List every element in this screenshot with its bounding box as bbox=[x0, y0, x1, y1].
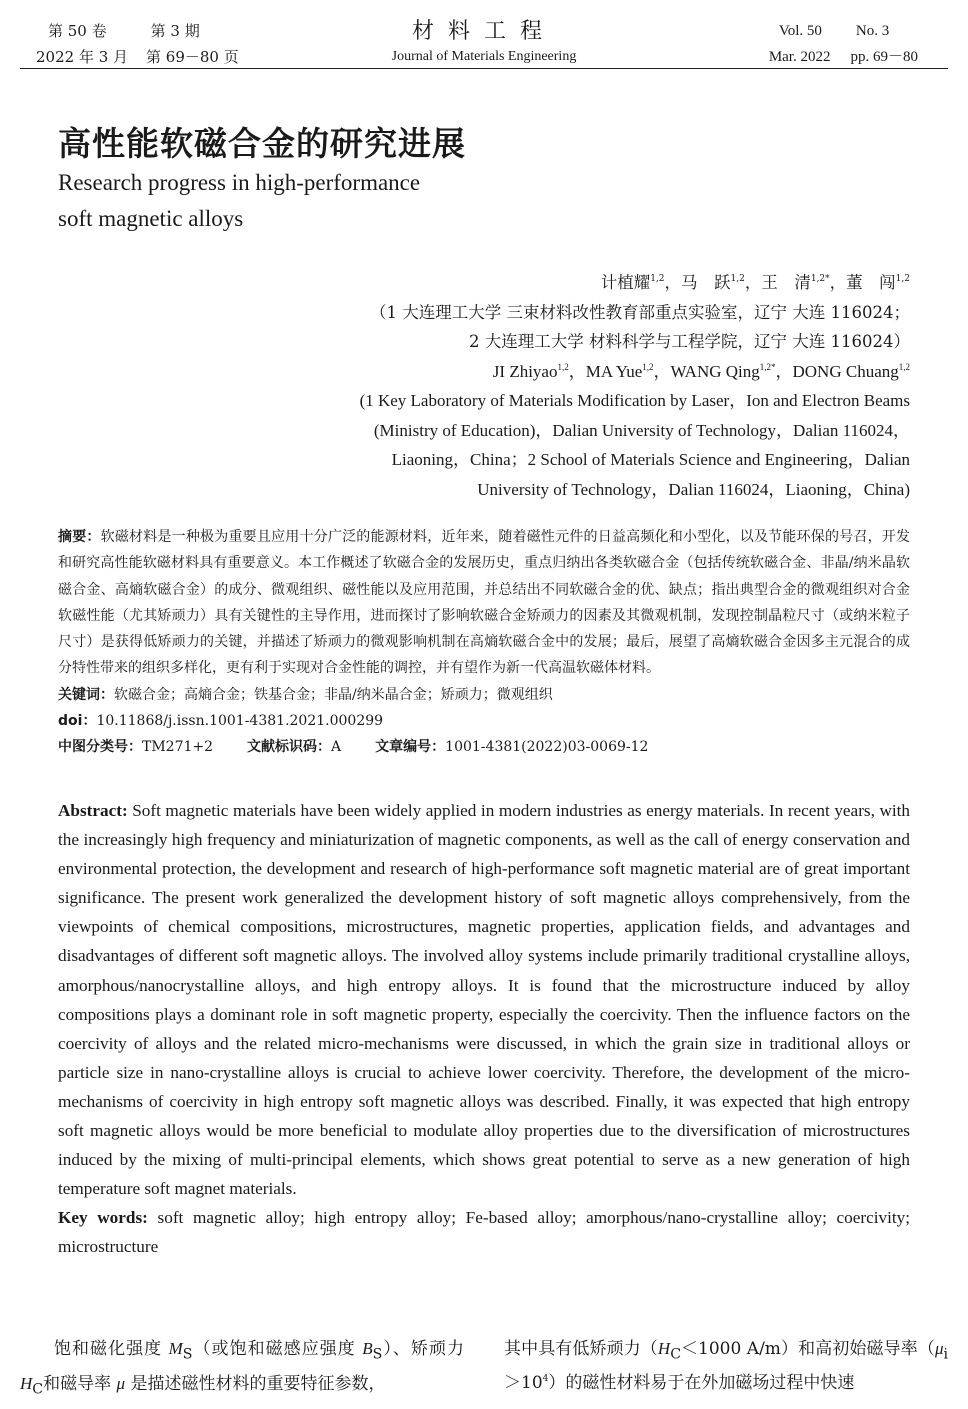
body-text: 和磁导率 bbox=[43, 1374, 117, 1395]
symbol-subscript: C bbox=[32, 1381, 44, 1398]
author-list-cn: 计植耀$^{1,2}$，马 跃$^{1,2}$，王 清$^{1,2*}$，董 闯$^{1,2}$ bbox=[600, 273, 910, 292]
author-block bbox=[190, 268, 910, 504]
symbol-hc: H bbox=[20, 1374, 33, 1394]
doi-label: doi： bbox=[58, 713, 97, 730]
author-name: 马 跃 bbox=[681, 273, 731, 292]
affiliation-cn-1: （1 大连理工大学 三束材料改性教育部重点实验室，辽宁 大连 116024； bbox=[370, 302, 910, 322]
author-name: 计植耀 bbox=[600, 273, 651, 292]
symbol-bs: B bbox=[362, 1339, 373, 1358]
symbol-subscript: i bbox=[943, 1346, 949, 1363]
author-name: 王 清 bbox=[761, 273, 811, 292]
abstract-en-text: Soft magnetic materials have been widely applied in modern industries as energy materials. In recent years, with the increasingly high frequency and miniaturization of magnetic components, as well as the call of energy conservation and environmental protection, the development and research of high-performance soft magnetic material are of great important significance. The present work generalized the development history of soft magnetic alloys comprehensively, from the viewpoints of chemical compositions, microstructures, magnetic properties, application fields, and advantages and disadvantages of different soft magnetic alloys. The involved alloy systems include primarily traditional crystalline alloys, amorphous/nanocrystalline alloys, and high entropy alloys. It is found that the microstructure induced by alloy compositions plays a dominant role in soft magnetic property, especially the coercivity. Then the influence factors on the coercivity of alloys and the related micro-mechanisms were discussed, in which the grain size in traditional alloys or particle size in nano-crystalline alloys is crucial to achieve lower coercivity. Therefore, the development of the micro-mechanisms of coercivity in high entropy soft magnetic alloys was described. Finally, it was expected that high entropy soft magnetic alloys would be more beneficial to modulate alloy properties due to the diversification of microstructures induced by the mixing of multi-principal elements, which shows great potential to serve as a new generation of high temperature soft magnet materials. bbox=[58, 801, 910, 1199]
body-text: ）、矫顽力 bbox=[382, 1339, 464, 1359]
affiliation-en-1: (1 Key Laboratory of Materials Modification by Laser，Ion and Electron Beams bbox=[359, 391, 910, 410]
header-date-en: Mar. 2022 bbox=[768, 49, 831, 65]
journal-name-cn: 材料工程 bbox=[411, 19, 556, 44]
header-volume-en: Vol. 50 bbox=[778, 23, 822, 39]
clc-value: TM271+2 bbox=[142, 739, 214, 756]
author-name-en: JI Zhiyao bbox=[492, 361, 558, 381]
symbol-subscript: C bbox=[670, 1346, 682, 1363]
keywords-cn-label: 关键词： bbox=[58, 686, 114, 703]
symbol-mu: μ bbox=[116, 1374, 126, 1394]
symbol-ms: M bbox=[168, 1339, 183, 1358]
keywords-en-text: soft magnetic alloy; high entropy alloy; Fe-based alloy; amorphous/nano-crystalline alloy; coercivity; microstructure bbox=[58, 1208, 911, 1257]
affiliation-en-3: Liaoning，China；2 School of Materials Science and Engineering，Dalian bbox=[391, 450, 910, 469]
body-text: ＜1000 A/m）和高初始磁导率（ bbox=[681, 1339, 935, 1359]
body-column-left bbox=[20, 1334, 464, 1405]
body-column-right bbox=[504, 1334, 948, 1398]
body-text: ＞10 bbox=[504, 1373, 543, 1394]
abstract-cn-block bbox=[58, 524, 910, 761]
body-text: 其中具有低矫顽力（ bbox=[504, 1339, 658, 1359]
abstract-en bbox=[58, 796, 910, 1203]
body-text: 饱和磁化强度 bbox=[54, 1339, 169, 1359]
symbol-subscript: S bbox=[182, 1346, 193, 1363]
body-text: ）的磁性材料易于在外加磁场过程中快速 bbox=[548, 1373, 855, 1394]
classification-line bbox=[58, 734, 910, 760]
symbol-mu: μ bbox=[934, 1339, 944, 1358]
header-date-cn: 2022 年 3 月 bbox=[36, 48, 129, 66]
keywords-cn-text: 软磁合金；高熵合金；铁基合金；非晶/纳米晶合金；矫顽力；微观组织 bbox=[114, 686, 553, 703]
author-affil-mark: 1,2 bbox=[650, 274, 665, 284]
affiliation-en-2: (Ministry of Education)，Dalian University of Technology，Dalian 116024， bbox=[373, 420, 910, 440]
doc-code-label: 文献标识码： bbox=[247, 739, 332, 756]
journal-header bbox=[20, 14, 948, 69]
author-name-en: WANG Qing bbox=[670, 361, 760, 381]
header-pages-cn: 第 69－80 页 bbox=[146, 48, 239, 66]
author-list-en: JI Zhiyao$^{1,2}$，MA Yue$^{1,2}$，WANG Qing$^{1,2*}$，DONG Chuang$^{1,2}$ bbox=[492, 361, 910, 381]
header-right bbox=[768, 18, 918, 70]
header-volume-cn: 第 50 卷 bbox=[48, 22, 107, 40]
author-affil-mark: 1,2* bbox=[759, 361, 776, 372]
abstract-cn bbox=[58, 524, 910, 682]
keywords-en bbox=[58, 1203, 910, 1261]
author-affil-mark: 1,2* bbox=[810, 274, 830, 284]
article-title-en-line2: soft magnetic alloys bbox=[58, 206, 244, 231]
article-title-en-line1: Research progress in high-performance bbox=[58, 170, 421, 195]
clc-label: 中图分类号： bbox=[58, 739, 142, 756]
author-name-en: DONG Chuang bbox=[792, 361, 899, 381]
header-pages-en: pp. 69－80 bbox=[850, 49, 918, 65]
body-text: （或饱和磁感应强度 bbox=[192, 1339, 363, 1359]
header-issue-cn: 第 3 期 bbox=[150, 22, 200, 40]
article-title-en bbox=[58, 165, 578, 237]
author-name-en: MA Yue bbox=[585, 361, 643, 381]
abstract-cn-text: 软磁材料是一种极为重要且应用十分广泛的能源材料，近年来，随着磁性元件的日益高频化和小型化，以及节能环保的号召，开发和研究高性能软磁材料具有重要意义。本工作概述了软磁合金的发展历史，重点归纳出各类软磁合金（包括传统软磁合金、非晶/纳米晶软磁合金、高熵软磁合金）的成分、微观组织、磁性能以及应用范围，并总结出不同软磁合金的优、缺点；指出典型合金的微观组织对合金软磁性能（尤其矫顽力）具有关键性的主导作用，进而探讨了影响软磁合金矫顽力的因素及其微观机制，发现控制晶粒尺寸（或纳米粒子尺寸）是获得低矫顽力的关键，并描述了矫顽力的微观影响机制在高熵软磁合金中的发展；最后，展望了高熵软磁合金因多主元混合的成分特性带来的组织多样化，更有利于实现对合金性能的调控，并有望作为新一代高温软磁体材料。 bbox=[58, 529, 911, 677]
affiliation-en-4: University of Technology，Dalian 116024，Liaoning，China) bbox=[477, 479, 910, 499]
article-number-label: 文章编号： bbox=[375, 739, 446, 756]
doi-line bbox=[58, 708, 910, 734]
keywords-cn bbox=[58, 682, 910, 708]
symbol-exponent: 4 bbox=[542, 1374, 549, 1385]
symbol-subscript: S bbox=[372, 1346, 383, 1363]
author-affil-mark: 1,2 bbox=[730, 274, 745, 284]
abstract-en-block bbox=[58, 796, 910, 1262]
body-text: 是描述磁性材料的重要特征参数， bbox=[125, 1374, 386, 1395]
keywords-en-label: Key words: bbox=[58, 1208, 148, 1228]
article-number-value: 1001-4381(2022)03-0069-12 bbox=[445, 739, 649, 756]
header-issue-en: No. 3 bbox=[855, 23, 890, 39]
doi-value: 10.11868/j.issn.1001-4381.2021.000299 bbox=[96, 713, 384, 730]
author-affil-mark: 1,2 bbox=[895, 274, 910, 284]
author-affil-mark: 1,2 bbox=[642, 361, 654, 372]
article-title-cn: 高性能软磁合金的研究进展 bbox=[58, 124, 466, 163]
abstract-cn-label: 摘要： bbox=[58, 529, 101, 545]
author-name: 董 闯 bbox=[846, 273, 896, 292]
abstract-en-label: Abstract: bbox=[58, 801, 128, 820]
author-affil-mark: 1,2 bbox=[898, 361, 910, 372]
author-affil-mark: 1,2 bbox=[557, 361, 569, 372]
journal-name-en: Journal of Materials Engineering bbox=[391, 49, 577, 64]
symbol-hc: H bbox=[657, 1339, 671, 1358]
affiliation-cn-2: 2 大连理工大学 材料科学与工程学院，辽宁 大连 116024） bbox=[469, 332, 910, 351]
doc-code-value: A bbox=[331, 739, 342, 756]
